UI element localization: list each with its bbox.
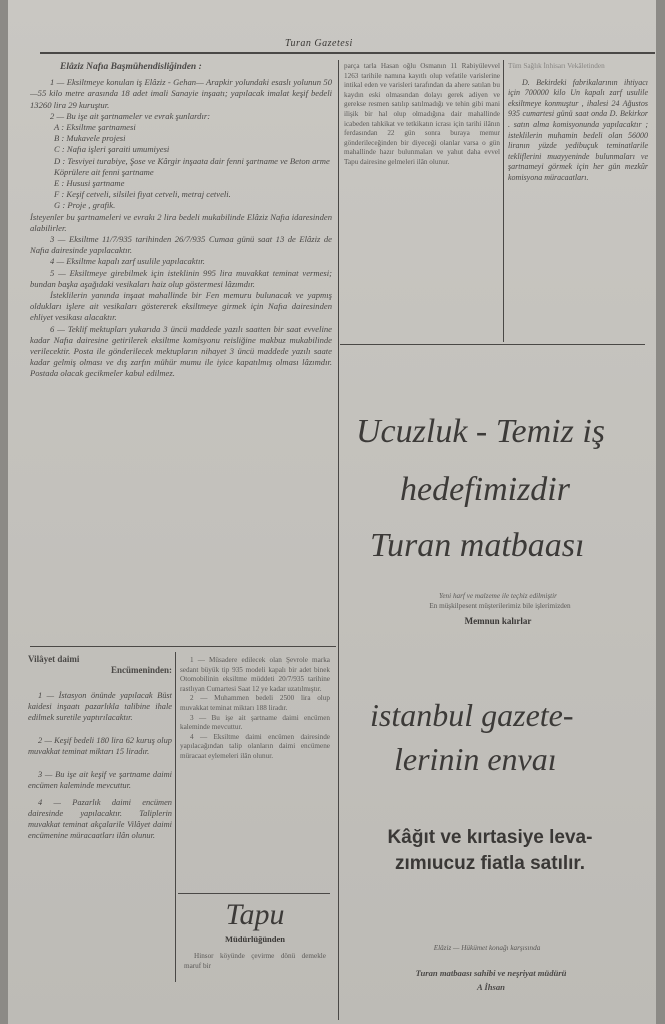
auto-sale-notice: [180, 656, 330, 890]
top-rule: [40, 52, 655, 54]
nafia-paragraph: İsteyenler bu şartnameleri ve evrakı 2 lira bedeli mukabilinde Elâziz Nafıa idaresinden alabilirler.: [30, 211, 332, 233]
tapu-subtitle: Müdürlüğünden: [225, 934, 285, 944]
ad-small-line: Memnun kalırlar: [464, 616, 532, 626]
nafia-paragraph: 2 — Bu işe ait şartnameler ve evrak şunlardır:: [50, 110, 211, 121]
auto-sale-paragraph: 2 — Muhammen bedeli 2500 lira olup muvakkat teminat miktarı 188 liradır.: [180, 694, 330, 712]
vilayet-paragraph: 4 — Pazarlık daimi encümen dairesinde yapılacaktır. Taliplerin muvakkat teminat akçalarile Vilâyet daimi encümenine müracaatları ilân olunur.: [28, 798, 172, 840]
vilayet-paragraph: 2 — Keşif bedeli 180 lira 62 kuruş olup muvakkat teminat miktarı 15 liradır.: [28, 736, 172, 756]
inhisar-article: [508, 62, 648, 338]
ad-headline-6: Kâğıt ve kırtasiye leva-: [387, 827, 593, 848]
auto-sale-paragraph: 3 — Bu işe ait şartname daimi encümen kaleminde mevcuttur.: [180, 713, 330, 732]
auto-sale-paragraph: 4 — Eksiltme daimi encümen dairesinde yapılacağından talip olanların daimi encümene müracaat eylemeleri ilân olunur.: [180, 732, 330, 760]
nafia-title: Elâziz Nafıa Başmühendisliğinden :: [60, 62, 202, 72]
running-head: Turan Gazetesi: [285, 38, 353, 49]
nafia-paragraph: 6 — Teklif mektupları yukarıda 3 üncü maddede yazılı saatten bir saat evveline kadar Nafıa dairesine getirilerek eksiltme komisyonu reisliğine makbuz mukabilinde verilecektir. Posta ile gönderilecek mektupların nihayet 3 üncü maddede yazılı saate kadar gelmiş olması ve dış zarfın mühür mumu ile iyice kapatılmış olması lâzımdır. Postada olacak gecikmeler kabul edilmez.: [30, 323, 332, 379]
ad-headline-1: Ucuzluk - Temiz iş: [356, 413, 606, 450]
nafia-article: [30, 62, 332, 644]
imprint-address: Elâziz — Hükümet konağı karşısında: [433, 944, 541, 952]
vilayet-paragraph: 1 — İstasyon önünde yapılacak Büst kaidesi inşaatı pazarlıkla talibine ihale edilmek suretile yaptırılacaktır.: [28, 691, 172, 722]
tapu-continuation-article: parça tarla Hasan oğlu Osmanın 11 Rabiyülevvel 1263 tarihile namına kayıtlı olup vefatile varislerine intikal eden ve varisleri tarafından da ahere satılan bu kaydın eski olmasından dolayı gerek adiyen ve gerekse resmen satılıp satılmadığı ve tehin gibi mani ilişik bir hal olup olmadığına dair mahallinde icabeden tahkikat ve tetkikatın icrası için tarihi ilânın ferdasından 22 gün sonra buraya memur gönderileceğinden bir diyeceği olanlar varsa o gün mahallinde hazır bulunmaları ve yahut daha evvel Tapu dairesine gelmeleri ilân olunur.: [344, 62, 500, 166]
tapu-text: Hinsor köyünde çevirme dönü demekle maruf bir: [184, 952, 326, 970]
tapu-notice: [180, 898, 330, 988]
column-rule: [338, 60, 339, 1020]
ad-small-line: Yeni harf ve malzeme ile teçhiz edilmiştir: [439, 592, 557, 600]
ad-headline-3: Turan matbaası: [370, 527, 585, 564]
vilayet-title: Encümeninden:: [110, 665, 172, 675]
nafia-list-item: B : Mukavele projesi: [54, 133, 126, 144]
ad-headline-4: istanbul gazete-: [370, 697, 574, 733]
imprint-publisher: Turan matbaası sahibi ve neşriyat müdürü: [415, 968, 567, 978]
nafia-paragraph: İsteklilerin yanında inşaat mahallinde bir Fen memuru bulunacak ve yapmış oldukları işlere ait vesikaları göstererek eksiltmeye girmek için Nafıa dairesinden ehliyet vesikası alacaktır.: [30, 290, 332, 323]
vilayet-notice: [28, 654, 172, 988]
ad-headline-2: hedefimizdir: [400, 471, 570, 508]
section-rule: [30, 646, 336, 647]
nafia-paragraph: 4 — Eksiltme kapalı zarf usulile yapılacaktır.: [50, 256, 205, 267]
column-rule-right: [503, 60, 504, 342]
nafia-list-item: C : Nafıa işleri şaraiti umumiyesi: [54, 144, 170, 155]
inhisar-header: Tüm Sağlık İnhisarı Vekâletinden: [508, 62, 605, 70]
vilayet-paragraph: 3 — Bu işe ait keşif ve şartname daimi encümen kaleminde mevcuttur.: [28, 770, 172, 790]
auto-sale-paragraph: 1 — Müsadere edilecek olan Şevrole marka sedant büyük tip 935 modeli kapalı bir adet binek Otomobilinin eksiltme müddeti 20/7/935 tarihine rastlıyan Cumartesi Saat 12 ye kadar uzatılmıştır.: [180, 656, 330, 693]
ad-small-line: En müşkilpesent müşterilerimiz bile işlerimizden: [429, 602, 571, 610]
nafia-paragraph: 1 — Eksiltmeye konulan iş Elâziz - Gehan— Arapkir yolundaki esaslı yolunun 50—55 kilo metre arasında 18 adet imali Sanayie inşaatı; yapılacak imalat keşif bedeli 13260 lira 29 kuruştur.: [30, 77, 332, 110]
nafia-list-item: D : Tesviyei turabiye, Şose ve Kârgir inşaata dair fenni şartname ve Beton arme Köprülere ait fenni şartname: [54, 155, 330, 177]
vilayet-title: Vilâyet daimi: [28, 654, 80, 664]
ad-headline-7: zımıucuz fiatla satılır.: [394, 853, 586, 874]
imprint-name: A İhsan: [477, 982, 505, 992]
ad-top-rule: [340, 344, 645, 345]
nafia-paragraph: 3 — Eksiltme 11/7/935 tarihinden 26/7/935 Cumaa günü saat 13 de Elâziz de Nafıa dairesinde yapılacaktır.: [30, 234, 332, 256]
nafia-list-item: A : Eksiltme şartnamesi: [54, 122, 136, 133]
tapu-title: Tapu: [225, 898, 285, 931]
nafia-paragraph: 5 — Eksiltmeye girebilmek için isteklinin 995 lira muvakkat teminat vermesi; bundan başka aşağıdaki vesikaları haiz olup göstermesi lâzımdır.: [30, 267, 332, 289]
column-rule-lower: [175, 652, 176, 982]
inhisar-text: D. Bekirdeki fabrikalarının ihtiyacı için 700000 kilo Un kapalı zarf usulile eksiltmeye konmuştur , ihalesi 24 Ağustos 935 cumartesi günü saat onda D. Bekirkor . satın alma komisyonunda yapılacaktır ; isteklilerin muhamin bedeli olan 56000 liranın yüzde yedibuçuk teminatlarile tekliflerini muayyeninde bulunmaları ve şartnameyi görmek için her gün mezkûr komisyona müracaatları.: [508, 77, 648, 182]
ad-headline-5: lerinin envaı: [394, 741, 557, 777]
nafia-list-item: F : Keşif cetveli, silsilei fiyat cetveli, metraj cetveli.: [54, 189, 231, 200]
tapu-rule: [178, 893, 330, 894]
nafia-list-item: G : Proje , grafik.: [54, 200, 116, 211]
nafia-list-item: E : Hususi şartname: [54, 178, 125, 189]
